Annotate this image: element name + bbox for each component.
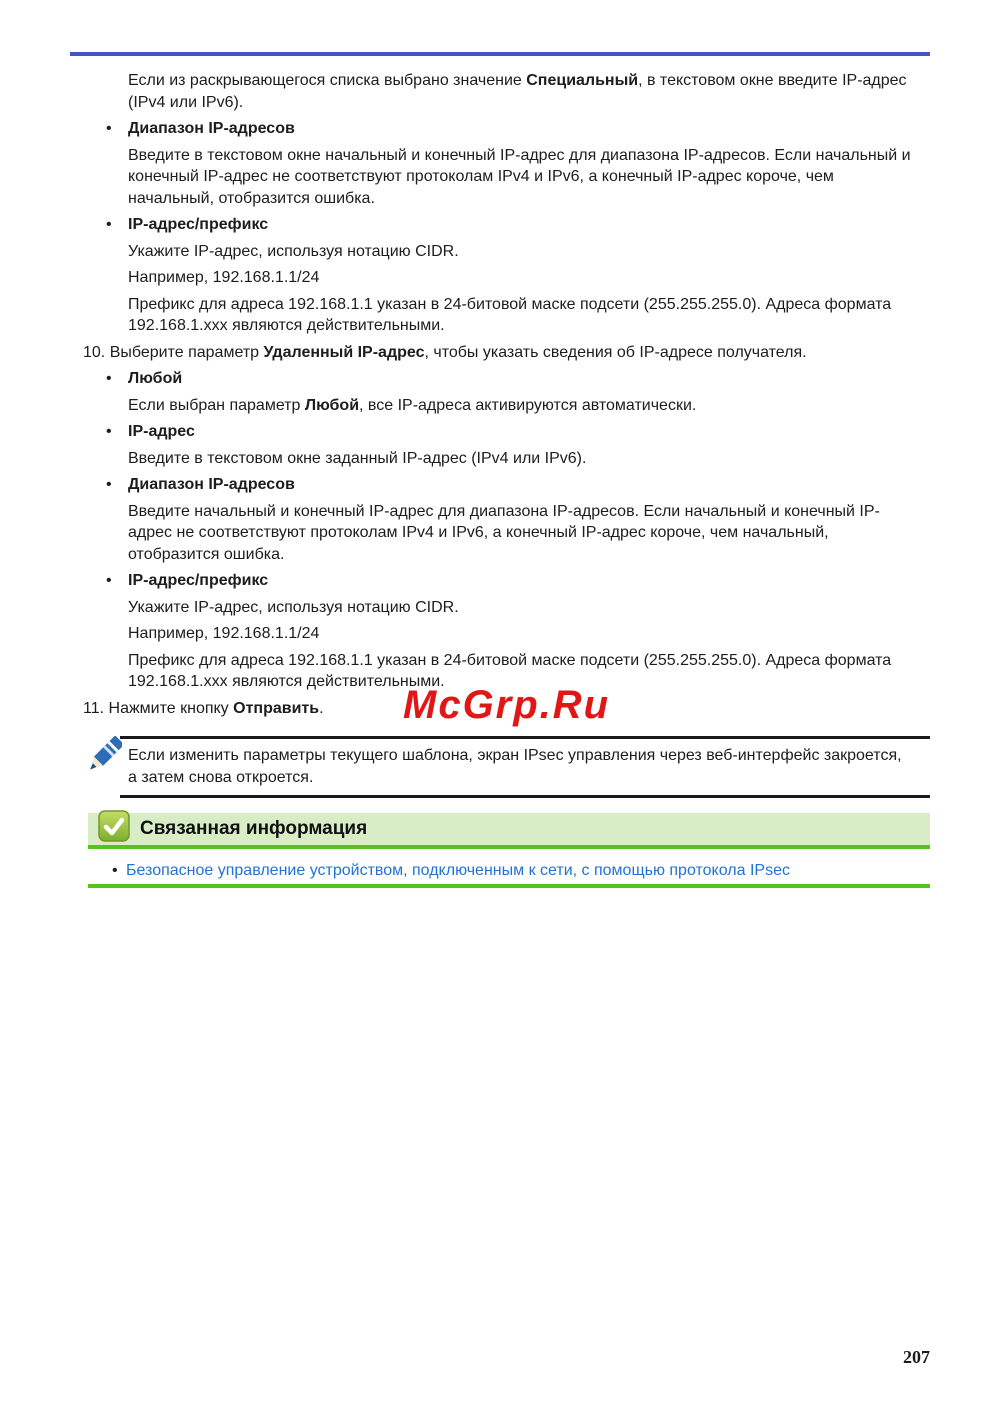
list-bullet: •: [112, 862, 118, 879]
bullet-title-label: IP-адрес/префикс: [128, 216, 269, 233]
step-10: [83, 342, 943, 364]
bullet-title-ip-address: [128, 421, 912, 443]
step-number: 11.: [83, 699, 105, 717]
related-link-ipsec[interactable]: Безопасное управление устройством, подключенным к сети, с помощью протокола IPsec: [126, 862, 790, 879]
bottom-green-divider: [88, 884, 930, 888]
bullet-paragraph: [128, 395, 912, 417]
step-number: 10.: [83, 343, 106, 361]
step-bold-term: Отправить: [233, 699, 320, 717]
note-box: [120, 736, 930, 798]
checkmark-icon: [98, 810, 130, 842]
bullet-title-label: Диапазон IP-адресов: [128, 120, 295, 137]
bullet-title-ip-range-2: [128, 474, 912, 496]
watermark: McGrp.Ru: [403, 683, 611, 727]
intro-bold-term: Специальный: [526, 72, 639, 89]
bullet-title-label: IP-адрес/префикс: [128, 572, 269, 589]
step-text: Выберите параметр: [109, 343, 264, 361]
intro-paragraph: [128, 70, 912, 113]
bullet-title-ip-prefix-1: [128, 214, 912, 236]
para-bold-term: Любой: [304, 396, 360, 414]
step-text-post: , чтобы указать сведения об IP-адресе получателя.: [424, 343, 807, 361]
related-info-banner: [88, 813, 930, 849]
bullet-paragraph: Введите в текстовом окне начальный и конечный IP-адрес для диапазона IP-адресов. Если начальный и конечный IP-адрес не соответствуют протоколам IPv4 и IPv6, а конечный IP-адрес короче, чем начальный, отобразится ошибка.: [128, 146, 911, 207]
bullet-paragraph: Например, 192.168.1.1/24: [128, 625, 320, 642]
bullet-title-label: Любой: [128, 370, 183, 387]
bullet-title-label: IP-адрес: [128, 423, 195, 440]
step-bold-term: Удаленный IP-адрес: [263, 343, 425, 361]
bullet-title-label: Диапазон IP-адресов: [128, 476, 295, 493]
bullet-paragraph: Укажите IP-адрес, используя нотацию CIDR.: [128, 242, 459, 260]
bullet-paragraph: Например, 192.168.1.1/24: [128, 269, 320, 286]
related-info-title: Связанная информация: [140, 818, 368, 839]
bullet-title-ip-range-1: [128, 118, 912, 140]
bullet-paragraph: Префикс для адреса 192.168.1.1 указан в 24-битовой маске подсети (255.255.255.0). Адреса формата 192.168.1.xxx являются действительными.: [128, 651, 892, 690]
pencil-icon: [82, 736, 122, 786]
para-text-post: , все IP-адреса активируются автоматически.: [359, 396, 697, 414]
top-divider: [70, 52, 930, 56]
step-text: Нажмите кнопку: [108, 699, 234, 717]
para-text: Если выбран параметр: [128, 396, 305, 414]
step-text-post: .: [319, 699, 324, 717]
bullet-title-any: [128, 368, 912, 390]
intro-text-post: , в текстовом окне введите IP-адрес (IPv4 или IPv6).: [128, 72, 907, 111]
page-number: 207: [903, 1347, 930, 1367]
note-section: [88, 736, 930, 798]
note-text: Если изменить параметры текущего шаблона, экран IPsec управления через веб-интерфейс закроется, а затем снова откроется.: [128, 747, 902, 786]
bullet-paragraph: Введите в текстовом окне заданный IP-адрес (IPv4 или IPv6).: [128, 449, 587, 467]
bullet-paragraph: Укажите IP-адрес, используя нотацию CIDR.: [128, 598, 459, 616]
bullet-title-ip-prefix-2: [128, 570, 912, 592]
body-text-block: [0, 70, 1000, 727]
bullet-paragraph: Префикс для адреса 192.168.1.1 указан в 24-битовой маске подсети (255.255.255.0). Адреса формата 192.168.1.xxx являются действительными.: [128, 295, 892, 334]
related-link-row: [88, 860, 930, 882]
intro-text: Если из раскрывающегося списка выбрано значение: [128, 72, 527, 89]
bullet-paragraph: Введите начальный и конечный IP-адрес для диапазона IP-адресов. Если начальный и конечный IP-адрес не соответствуют протоколам IPv4 и IPv6, а конечный IP-адрес короче, чем начальный, отобразится ошибка.: [128, 502, 880, 563]
